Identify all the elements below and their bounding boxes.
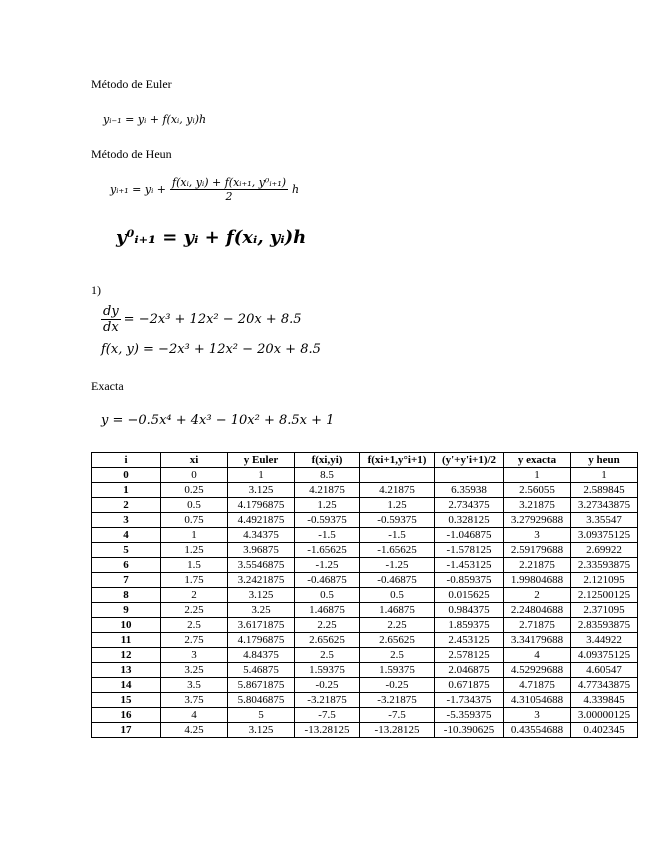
- table-cell: 4.21875: [360, 483, 435, 498]
- table-cell: 4.21875: [295, 483, 360, 498]
- table-cell: [435, 468, 504, 483]
- row-index-cell: 10: [92, 618, 161, 633]
- table-cell: 3.09375125: [571, 528, 638, 543]
- table-cell: 2.589845: [571, 483, 638, 498]
- table-cell: 3: [504, 708, 571, 723]
- table-cell: 4.25: [161, 723, 228, 738]
- table-cell: 3.5546875: [228, 558, 295, 573]
- ode-rhs: = −2x³ + 12x² − 20x + 8.5: [123, 312, 302, 327]
- row-index-cell: 15: [92, 693, 161, 708]
- table-cell: 5.8671875: [228, 678, 295, 693]
- table-cell: -1.65625: [360, 543, 435, 558]
- table-row: [92, 708, 638, 723]
- row-index-cell: 3: [92, 513, 161, 528]
- row-index-cell: 4: [92, 528, 161, 543]
- table-cell: -1.453125: [435, 558, 504, 573]
- table-cell: 1.5: [161, 558, 228, 573]
- table-cell: 0.5: [295, 588, 360, 603]
- table-cell: 2.25: [360, 618, 435, 633]
- table-cell: 3.25: [228, 603, 295, 618]
- table-cell: 1.59375: [295, 663, 360, 678]
- row-index-cell: 14: [92, 678, 161, 693]
- table-cell: 3.6171875: [228, 618, 295, 633]
- row-index-cell: 0: [92, 468, 161, 483]
- table-row: [92, 588, 638, 603]
- table-cell: 3: [504, 528, 571, 543]
- table-cell: 2.25: [295, 618, 360, 633]
- table-cell: 4.1796875: [228, 498, 295, 513]
- heun-tail: h: [292, 183, 300, 196]
- table-cell: 3.35547: [571, 513, 638, 528]
- table-cell: -3.21875: [360, 693, 435, 708]
- table-cell: 3.00000125: [571, 708, 638, 723]
- table-cell: 2.12500125: [571, 588, 638, 603]
- table-cell: 3.44922: [571, 633, 638, 648]
- table-cell: -1.65625: [295, 543, 360, 558]
- table-cell: 0.25: [161, 483, 228, 498]
- ode-derivative: [101, 304, 121, 335]
- table-cell: 1: [161, 528, 228, 543]
- table-cell: 1.859375: [435, 618, 504, 633]
- table-row: [92, 663, 638, 678]
- table-cell: 2.69922: [571, 543, 638, 558]
- table-row: [92, 513, 638, 528]
- table-cell: 2.371095: [571, 603, 638, 618]
- table-cell: 2.56055: [504, 483, 571, 498]
- table-cell: 0.984375: [435, 603, 504, 618]
- table-cell: -13.28125: [295, 723, 360, 738]
- table-cell: 2.65625: [360, 633, 435, 648]
- row-index-cell: 9: [92, 603, 161, 618]
- col-header-y-exacta: y exacta: [504, 453, 571, 468]
- row-index-cell: 6: [92, 558, 161, 573]
- heun-lhs: yᵢ₊₁ = yᵢ +: [110, 183, 166, 196]
- table-cell: 4.34375: [228, 528, 295, 543]
- table-cell: 4.71875: [504, 678, 571, 693]
- col-header-y-heun: y heun: [571, 453, 638, 468]
- table-cell: 1.59375: [360, 663, 435, 678]
- ode-dx: dx: [103, 320, 119, 335]
- table-cell: 2.121095: [571, 573, 638, 588]
- table-cell: 3.27343875: [571, 498, 638, 513]
- table-cell: -0.59375: [295, 513, 360, 528]
- col-header-xi: xi: [161, 453, 228, 468]
- table-cell: 5: [228, 708, 295, 723]
- heun-heading: Método de Heun: [91, 147, 172, 161]
- table-cell: 4.1796875: [228, 633, 295, 648]
- table-cell: 1.46875: [360, 603, 435, 618]
- heun-predictor: y⁰ᵢ₊₁ = yᵢ + f(xᵢ, yᵢ)h: [116, 227, 307, 248]
- table-cell: -13.28125: [360, 723, 435, 738]
- table-cell: -0.25: [295, 678, 360, 693]
- table-cell: -1.578125: [435, 543, 504, 558]
- table-cell: 0.328125: [435, 513, 504, 528]
- table-cell: 4.4921875: [228, 513, 295, 528]
- f-xy-formula: f(x, y) = −2x³ + 12x² − 20x + 8.5: [101, 342, 321, 357]
- table-cell: -0.46875: [360, 573, 435, 588]
- table-cell: 1.25: [161, 543, 228, 558]
- table-cell: 2.24804688: [504, 603, 571, 618]
- table-row: [92, 693, 638, 708]
- table-cell: 4.31054688: [504, 693, 571, 708]
- table-cell: 0: [161, 468, 228, 483]
- table-row: [92, 468, 638, 483]
- table-cell: 2.453125: [435, 633, 504, 648]
- table-row: [92, 723, 638, 738]
- euler-heading: Método de Euler: [91, 77, 172, 91]
- ode-dy: dy: [103, 304, 119, 319]
- table-cell: 4: [504, 648, 571, 663]
- table-header-row: [92, 453, 638, 468]
- table-cell: 3: [161, 648, 228, 663]
- table-cell: 2.5: [360, 648, 435, 663]
- row-index-cell: 2: [92, 498, 161, 513]
- table-cell: -0.859375: [435, 573, 504, 588]
- table-cell: 0.671875: [435, 678, 504, 693]
- table-cell: 2.75: [161, 633, 228, 648]
- table-cell: 0.5: [360, 588, 435, 603]
- heun-numerator: f(xᵢ, yᵢ) + f(xᵢ₊₁, y⁰ᵢ₊₁): [172, 176, 287, 189]
- table-cell: 3.125: [228, 483, 295, 498]
- ode-equation: [101, 304, 302, 335]
- table-cell: 8.5: [295, 468, 360, 483]
- table-cell: 2.046875: [435, 663, 504, 678]
- table-cell: 0.43554688: [504, 723, 571, 738]
- table-cell: 2.734375: [435, 498, 504, 513]
- table-row: [92, 528, 638, 543]
- table-cell: 4.339845: [571, 693, 638, 708]
- table-cell: 5.46875: [228, 663, 295, 678]
- table-cell: 1.25: [360, 498, 435, 513]
- table-cell: 3.34179688: [504, 633, 571, 648]
- table-cell: 1.25: [295, 498, 360, 513]
- table-row: [92, 678, 638, 693]
- row-index-cell: 16: [92, 708, 161, 723]
- table-cell: -7.5: [295, 708, 360, 723]
- row-index-cell: 1: [92, 483, 161, 498]
- table-cell: 3.5: [161, 678, 228, 693]
- table-cell: -1.5: [295, 528, 360, 543]
- table-cell: 1: [504, 468, 571, 483]
- table-cell: 3.25: [161, 663, 228, 678]
- table-cell: 2.5: [295, 648, 360, 663]
- table-cell: 4: [161, 708, 228, 723]
- table-cell: 1.99804688: [504, 573, 571, 588]
- table-cell: -1.734375: [435, 693, 504, 708]
- table-cell: -0.25: [360, 678, 435, 693]
- table-cell: 2.59179688: [504, 543, 571, 558]
- row-index-cell: 5: [92, 543, 161, 558]
- table-cell: 0.015625: [435, 588, 504, 603]
- table-cell: 2.25: [161, 603, 228, 618]
- table-row: [92, 543, 638, 558]
- heun-formula: [110, 176, 299, 203]
- table-cell: 0.402345: [571, 723, 638, 738]
- table-cell: 4.84375: [228, 648, 295, 663]
- table-cell: -1.5: [360, 528, 435, 543]
- table-cell: 3.75: [161, 693, 228, 708]
- table-cell: 2.83593875: [571, 618, 638, 633]
- table-cell: 2.21875: [504, 558, 571, 573]
- table-cell: 2.65625: [295, 633, 360, 648]
- problem-number: 1): [91, 283, 101, 297]
- table-cell: 3.21875: [504, 498, 571, 513]
- table-body: [92, 468, 638, 738]
- table-cell: 1: [228, 468, 295, 483]
- col-header-avg-slope: (y'+y'i+1)/2: [435, 453, 504, 468]
- table-cell: -0.46875: [295, 573, 360, 588]
- table-cell: 6.35938: [435, 483, 504, 498]
- table-cell: -3.21875: [295, 693, 360, 708]
- table-row: [92, 498, 638, 513]
- row-index-cell: 17: [92, 723, 161, 738]
- table-cell: [360, 468, 435, 483]
- table-row: [92, 603, 638, 618]
- table-cell: -7.5: [360, 708, 435, 723]
- table-cell: 2: [161, 588, 228, 603]
- table-cell: -0.59375: [360, 513, 435, 528]
- results-table: [91, 452, 638, 738]
- table-row: [92, 618, 638, 633]
- table-cell: 3.125: [228, 723, 295, 738]
- table-cell: 0.5: [161, 498, 228, 513]
- table-cell: 3.27929688: [504, 513, 571, 528]
- table-cell: 1.46875: [295, 603, 360, 618]
- row-index-cell: 11: [92, 633, 161, 648]
- table-cell: 2.71875: [504, 618, 571, 633]
- table-cell: 1.75: [161, 573, 228, 588]
- table-cell: -5.359375: [435, 708, 504, 723]
- row-index-cell: 8: [92, 588, 161, 603]
- table-row: [92, 558, 638, 573]
- heun-fraction: [170, 176, 288, 203]
- exact-formula: y = −0.5x⁴ + 4x³ − 10x² + 8.5x + 1: [101, 413, 335, 428]
- table-cell: 3.125: [228, 588, 295, 603]
- table-cell: 2.578125: [435, 648, 504, 663]
- col-header-f-next: f(xi+1,y°i+1): [360, 453, 435, 468]
- table-cell: 4.77343875: [571, 678, 638, 693]
- table-cell: -1.046875: [435, 528, 504, 543]
- table-cell: -1.25: [295, 558, 360, 573]
- table-cell: 1: [571, 468, 638, 483]
- table-row: [92, 633, 638, 648]
- table-cell: 4.60547: [571, 663, 638, 678]
- table-cell: 3.96875: [228, 543, 295, 558]
- euler-formula: yᵢ₋₁ = yᵢ + f(xᵢ, yᵢ)h: [103, 113, 207, 126]
- row-index-cell: 12: [92, 648, 161, 663]
- table-cell: -1.25: [360, 558, 435, 573]
- row-index-cell: 13: [92, 663, 161, 678]
- col-header-fxy: f(xi,yi): [295, 453, 360, 468]
- col-header-i: i: [92, 453, 161, 468]
- table-cell: 2.5: [161, 618, 228, 633]
- table-row: [92, 573, 638, 588]
- table-cell: 5.8046875: [228, 693, 295, 708]
- table-cell: -10.390625: [435, 723, 504, 738]
- heun-denominator: 2: [225, 190, 233, 203]
- row-index-cell: 7: [92, 573, 161, 588]
- exact-heading: Exacta: [91, 379, 124, 393]
- table-cell: 3.2421875: [228, 573, 295, 588]
- table-cell: 4.52929688: [504, 663, 571, 678]
- col-header-y-euler: y Euler: [228, 453, 295, 468]
- table-cell: 4.09375125: [571, 648, 638, 663]
- table-row: [92, 648, 638, 663]
- table-row: [92, 483, 638, 498]
- table-cell: 2: [504, 588, 571, 603]
- table-cell: 2.33593875: [571, 558, 638, 573]
- table-cell: 0.75: [161, 513, 228, 528]
